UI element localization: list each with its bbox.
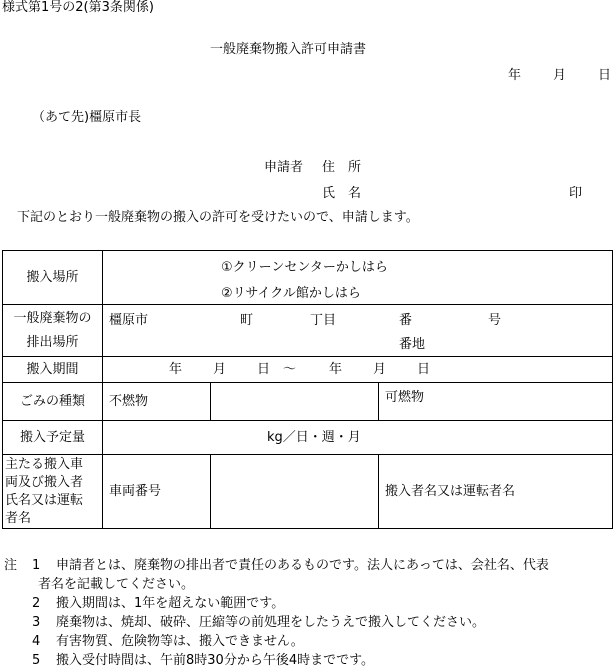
note-text: 搬入受付時間は、午前8時30分から午後4時までです。: [56, 653, 375, 668]
site-options-cell: [103, 251, 613, 305]
note-text: 申請者とは、廃棄物の排出者で責任のあるものです。法人にあっては、会社名、代表: [56, 558, 549, 573]
note-number: 1: [32, 558, 41, 573]
driver-label: 搬入者名又は運転者名: [379, 455, 613, 529]
applicant-heading: 申請者: [264, 160, 304, 175]
row-period: [3, 357, 613, 383]
row-vehicle: [3, 455, 613, 529]
amount-label: 搬入予定量: [3, 421, 103, 455]
row-origin: [3, 305, 613, 357]
period-day-from: 日: [257, 361, 271, 377]
row-site: [3, 251, 613, 305]
period-day-to: 日: [417, 361, 431, 377]
origin-chome: 丁目: [310, 312, 337, 328]
addressee: （あて先)橿原市長: [32, 110, 142, 125]
note-number: 4: [32, 634, 41, 649]
waste-nonburnable: 不燃物: [103, 383, 211, 421]
origin-label: [3, 305, 103, 357]
vehicle-label-line2: 両及び搬入者: [5, 474, 84, 490]
period-month-to: 月: [373, 361, 387, 377]
note-text: 搬入期間は、1年を超えない範囲です。: [56, 596, 285, 611]
period-month-from: 月: [213, 361, 227, 377]
note-item-1-continued: 者名を記載してください。: [38, 577, 195, 592]
note-item-3: [4, 613, 612, 632]
vehicle-number-input: [211, 455, 379, 529]
site-option-cleancenter: ①クリーンセンターかしはら: [221, 259, 388, 275]
vehicle-label: [3, 455, 103, 529]
note-number: 3: [32, 615, 41, 630]
vehicle-label-line3: 氏名又は運転: [5, 492, 84, 508]
form-number: 様式第1号の2(第3条関係): [2, 0, 154, 15]
origin-city: 橿原市: [109, 312, 149, 328]
waste-nonburnable-input: [211, 383, 379, 421]
date-day: 日: [598, 68, 612, 83]
notes-prefix: 注: [4, 558, 18, 573]
document-title: 一般廃棄物搬入許可申請書: [210, 42, 367, 57]
amount-unit: kg／日・週・月: [267, 429, 361, 445]
application-table: [2, 250, 613, 529]
note-item-1: [4, 556, 612, 575]
origin-cho: 町: [240, 312, 254, 328]
note-item-4: [4, 632, 612, 651]
period-cell: [103, 357, 613, 383]
date-year: 年: [508, 68, 522, 83]
origin-banchi: 番地: [399, 336, 426, 352]
waste-burnable: 可燃物: [379, 383, 613, 421]
vehicle-label-line4: 者名: [5, 510, 32, 526]
applicant-address-label: 住 所: [322, 160, 362, 175]
note-number: 2: [32, 596, 41, 611]
period-label: 搬入期間: [3, 357, 103, 383]
row-amount: [3, 421, 613, 455]
note-item-2: [4, 594, 612, 613]
origin-address-cell: [103, 305, 613, 357]
origin-go: 号: [488, 312, 502, 328]
note-text: 有害物質、危険物等は、搬入できません。: [56, 634, 304, 649]
applicant-name-label: 氏 名: [322, 186, 362, 201]
note-number: 5: [32, 653, 41, 668]
origin-label-line1: 一般廃棄物の: [13, 310, 92, 326]
row-waste-type: [3, 383, 613, 421]
note-item-5: [4, 651, 612, 670]
period-year-to: 年: [329, 361, 343, 377]
vehicle-number-label: 車両番号: [103, 455, 211, 529]
origin-ban: 番: [399, 312, 413, 328]
note-text: 廃棄物は、焼却、破砕、圧縮等の前処理をしたうえで搬入してください。: [56, 615, 486, 630]
period-year-from: 年: [169, 361, 183, 377]
waste-type-label: ごみの種類: [3, 383, 103, 421]
amount-cell: [103, 421, 613, 455]
origin-label-line2: 排出場所: [26, 334, 79, 350]
seal-mark: 印: [569, 186, 583, 201]
notes-section: [4, 556, 612, 670]
site-option-recycle: ②リサイクル館かしはら: [221, 285, 361, 301]
date-month: 月: [553, 68, 567, 83]
intro-text: 下記のとおり一般廃棄物の搬入の許可を受けたいので、申請します。: [17, 210, 419, 225]
vehicle-label-line1: 主たる搬入車: [5, 456, 84, 472]
period-tilde: ～: [283, 361, 297, 377]
site-label: 搬入場所: [3, 251, 103, 305]
